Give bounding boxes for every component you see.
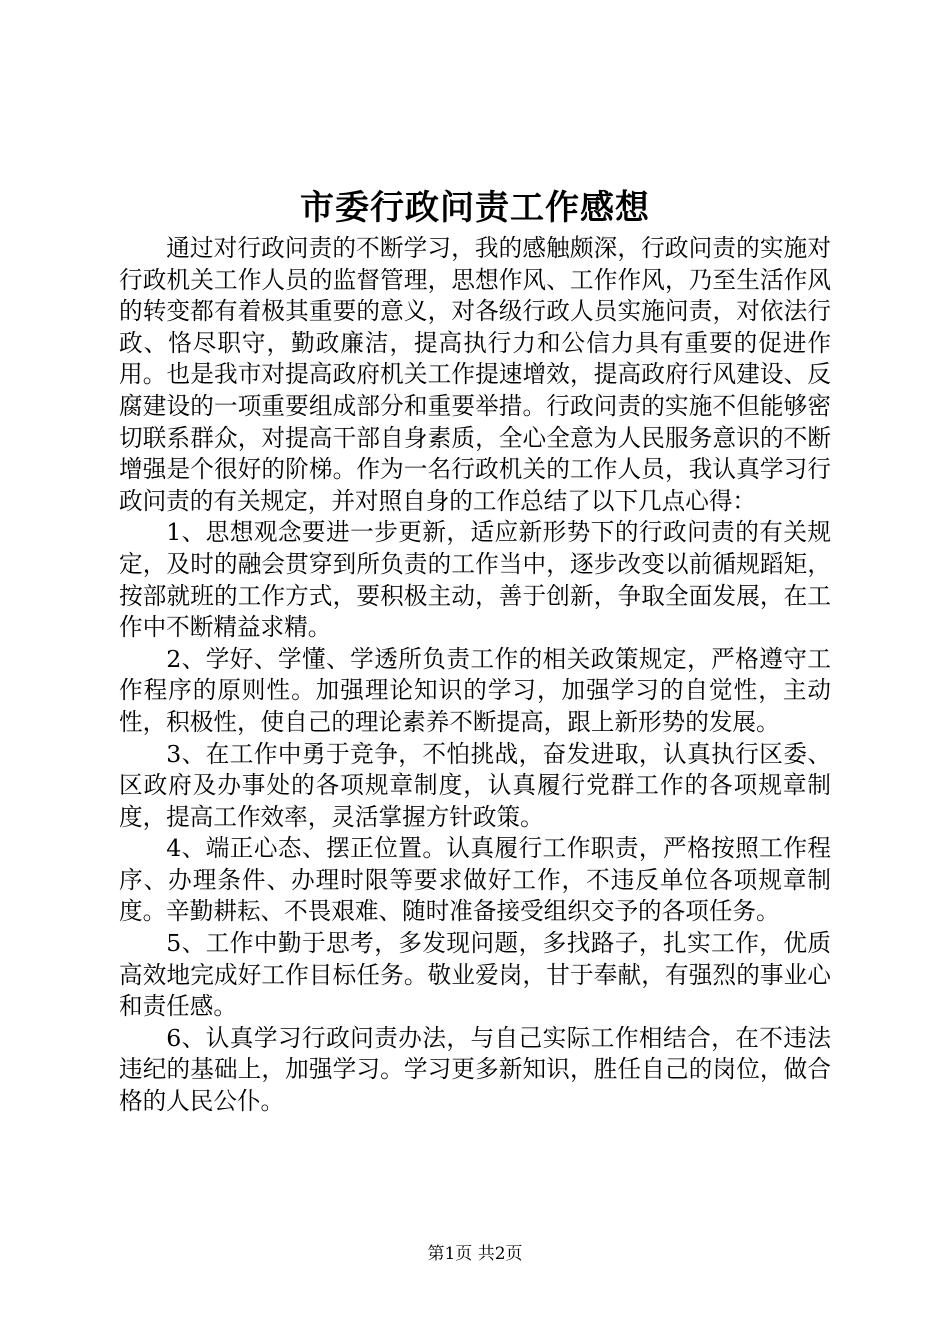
document-body bbox=[119, 233, 831, 1118]
point-4-paragraph: 4、端正心态、摆正位置。认真履行工作职责，严格按照工作程序、办理条件、办理时限等要求做好工作，不违反单位各项规章制度。辛勤耕耘、不畏艰难、随时准备接受组织交予的各项任务。 bbox=[119, 834, 831, 926]
point-3-paragraph: 3、在工作中勇于竞争，不怕挑战，奋发进取，认真执行区委、区政府及办事处的各项规章制度，认真履行党群工作的各项规章制度，提高工作效率，灵活掌握方针政策。 bbox=[119, 739, 831, 831]
intro-paragraph: 通过对行政问责的不断学习，我的感触颇深，行政问责的实施对行政机关工作人员的监督管理，思想作风、工作作风，乃至生活作风的转变都有着极其重要的意义，对各级行政人员实施问责，对依法行政、恪尽职守，勤政廉洁，提高执行力和公信力具有重要的促进作用。也是我市对提高政府机关工作提速增效，提高政府行风建设、反腐建设的一项重要组成部分和重要举措。行政问责的实施不但能够密切联系群众，对提高干部自身素质，全心全意为人民服务意识的不断增强是个很好的阶梯。作为一名行政机关的工作人员，我认真学习行政问责的有关规定，并对照自身的工作总结了以下几点心得： bbox=[119, 234, 831, 515]
point-1-paragraph: 1、思想观念要进一步更新，适应新形势下的行政问责的有关规定，及时的融会贯穿到所负责的工作当中，逐步改变以前循规蹈矩，按部就班的工作方式，要积极主动，善于创新，争取全面发展，在工作中不断精益求精。 bbox=[119, 518, 831, 642]
point-6-paragraph: 6、认真学习行政问责办法，与自己实际工作相结合，在不违法违纪的基础上，加强学习。学习更多新知识，胜任自己的岗位，做合格的人民公仆。 bbox=[119, 1023, 831, 1116]
page-number-footer: 第1页 共2页 bbox=[427, 1244, 523, 1264]
document-title: 市委行政问责工作感想 bbox=[300, 188, 650, 228]
point-2-paragraph: 2、学好、学懂、学透所负责工作的相关政策规定，严格遵守工作程序的原则性。加强理论知识的学习，加强学习的自觉性，主动性，积极性，使自己的理论素养不断提高，跟上新形势的发展。 bbox=[119, 644, 831, 736]
point-5-paragraph: 5、工作中勤于思考，多发现问题，多找路子，扎实工作，优质高效地完成好工作目标任务。敬业爱岗，甘于奉献，有强烈的事业心和责任感。 bbox=[119, 929, 831, 1021]
